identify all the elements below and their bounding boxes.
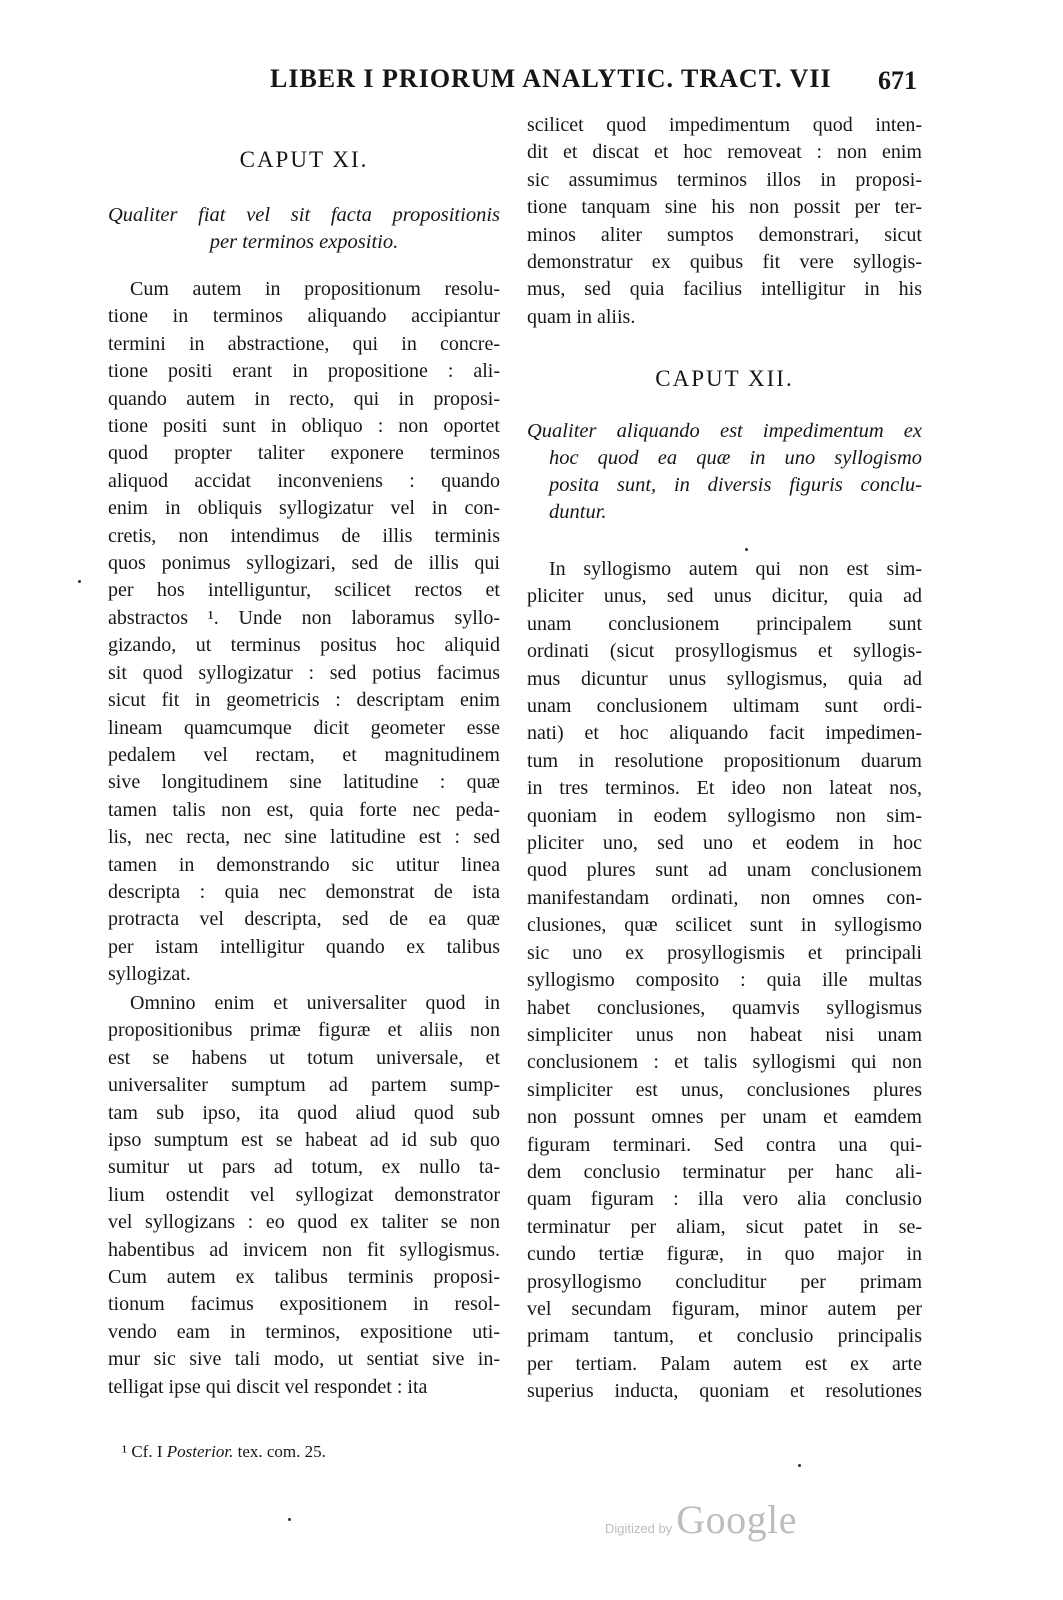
footnote-prefix: ¹ Cf. I [122,1442,167,1461]
text-line: propositionibus primæ figuræ et aliis non [108,1019,500,1042]
scan-speck [798,1464,801,1467]
text-line: unam conclusionem principalem sunt [527,612,922,635]
text-line: tione positi sunt in obliquo : non oportet [108,415,500,438]
text-line: demonstratur ex quibus fit vere syllogis- [527,251,922,274]
left-body-text-2 [108,990,500,1401]
text-line: cretis, non intendimus de illis terminis [108,524,500,547]
scan-speck [78,580,81,583]
text-line: protracta vel descripta, sed de ea quæ [108,908,500,931]
footnote [122,1442,326,1462]
text-line: tamen talis non est, quia forte nec peda- [108,798,500,821]
chapter-subtitle-xii [527,418,922,526]
text-line: aliquod accidat inconveniens : quando [108,469,500,492]
text-line: In syllogismo autem qui non est sim- [549,558,922,580]
text-line: syllogizat. [108,963,191,986]
chapter-heading-xi: CAPUT XI. [239,147,369,172]
text-line: dem conclusio terminatur per hanc ali- [527,1160,922,1183]
text-line: Cum autem ex talibus terminis proposi- [108,1266,500,1289]
chapter-subtitle-xi [108,202,500,256]
text-line: tione in terminos aliquando accipiantur [108,305,500,328]
text-line: lineam quamcumque dicit geometer esse [108,716,500,739]
text-line: termini in abstractione, qui in concre- [108,332,500,355]
text-line: habet conclusiones, quamvis syllogismus [527,996,922,1019]
text-line: quod plures sunt ad unam conclusionem [527,859,922,882]
text-line: tam sub ipso, ita quod aliud quod sub [108,1101,500,1124]
text-line: ordinati (sicut prosyllogismus et syllogis- [527,640,922,663]
text-line: non possunt omnes per unam et eamdem [527,1106,922,1129]
text-line: lis, nec recta, nec sine latitudine est : sed [108,826,500,849]
subtitle-line: Qualiter fiat vel sit facta propositionis [108,204,500,226]
text-line: cundo tertiæ figuræ, in quo major in [527,1243,922,1266]
text-line: vel secundam figuram, minor autem per [527,1297,922,1320]
text-line: conclusionem : et talis syllogismi qui non [527,1051,922,1074]
text-line: primam tantum, et conclusio principalis [527,1325,922,1348]
text-line: ipso sumptum est se habeat ad id sub quo [108,1129,500,1152]
text-line: quam in aliis. [527,305,636,328]
scan-speck [745,548,748,551]
text-line: telligat ipse qui discit vel respondet : ita [108,1375,428,1398]
text-line: enim in obliquis syllogizatur vel in con- [108,497,500,520]
text-line: quos ponimus syllogizari, sed de illis qui [108,552,500,575]
subtitle-line: hoc quod ea quæ in uno syllogismo [549,447,922,469]
text-line: nati) et hoc aliquando facit impedimen- [527,722,922,745]
text-line: terminatur per aliam, sicut patet in se- [527,1215,922,1238]
text-line: quoniam in eodem syllogismo non sim- [527,804,922,827]
chapter-heading-xii: CAPUT XII. [655,366,794,391]
text-line: quod propter taliter exponere terminos [108,442,500,465]
digitized-watermark [605,1496,797,1543]
text-line: clusiones, quæ scilicet sunt in syllogismo [527,914,922,937]
text-line: sic assumimus terminos illos in proposi- [527,168,922,191]
text-line: in tres terminos. Et ideo non lateat nos, [527,777,922,800]
text-line: quando autem in recto, qui in proposi- [108,387,500,410]
text-line: descripta : quia nec demonstrat de ista [108,880,500,903]
subtitle-line: per terminos expositio. [209,231,399,253]
right-top-text [527,112,922,331]
text-line: per hos intelliguntur, scilicet rectos et [108,579,500,602]
text-line: quam figuram : illa vero alia conclusio [527,1188,922,1211]
text-line: vel syllogizans : eo quod ex taliter se non [108,1211,500,1234]
text-line: gizando, ut terminus positus hoc aliquid [108,634,500,657]
text-line: sicut fit in geometricis : descriptam enim [108,689,500,712]
text-line: simpliciter est unus, conclusiones plures [527,1078,922,1101]
text-line: mus, sed quia facilius intelligitur in his [527,278,922,301]
footnote-ref: tex. com. 25. [233,1442,326,1461]
text-line: superius inducta, quoniam et resolutiones [527,1380,922,1403]
text-line: vendo eam in terminos, expositione uti- [108,1320,500,1343]
text-line: per tertiam. Palam autem est ex arte [527,1352,922,1375]
left-body-text [108,276,500,989]
text-line: syllogismo composito : quia ille multas [527,969,922,992]
text-line: tione tanquam sine his non possit per ter- [527,196,922,219]
text-line: universaliter sumptum ad partem sump- [108,1074,500,1097]
text-line: minos aliter sumptos demonstrari, sicut [527,223,922,246]
text-line: mus dicuntur unus syllogismus, quia ad [527,667,922,690]
text-line: abstractos ¹. Unde non laboramus syllo- [108,606,500,629]
text-line: scilicet quod impedimentum quod inten- [527,114,922,136]
subtitle-line: Qualiter aliquando est impedimentum ex [527,420,922,442]
text-line: figuram terminari. Sed contra una qui- [527,1133,922,1156]
text-line: tum in resolutione propositionum duarum [527,749,922,772]
text-line: tionum facimus expositionem in resol- [108,1293,500,1316]
text-line: per istam intelligitur quando ex talibus [108,935,500,958]
text-line: lium ostendit vel syllogizat demonstrator [108,1183,500,1206]
text-line: sive longitudinem sine latitudine : quæ [108,771,500,794]
text-line: tamen in demonstrando sic utitur linea [108,853,500,876]
text-line: pliciter uno, sed uno et eodem in hoc [527,832,922,855]
text-line: pedalem vel rectam, et magnitudinem [108,743,500,766]
text-line: Omnino enim et universaliter quod in [130,992,500,1014]
text-line: prosyllogismo concluditur per primam [527,1270,922,1293]
text-line: est se habens ut totum universale, et [108,1046,500,1069]
text-line: habentibus ad invicem non fit syllogismus. [108,1238,500,1261]
footnote-work: Posterior. [166,1442,234,1461]
watermark-prefix: Digitized by [605,1521,673,1536]
text-line: sic uno ex prosyllogismis et principali [527,941,922,964]
text-line: tione positi erant in propositione : ali- [108,360,500,383]
text-line: pliciter unus, sed unus dicitur, quia ad [527,585,922,608]
text-line: simpliciter unus non habeat nisi unam [527,1023,922,1046]
text-line: dit et discat et hoc removeat : non enim [527,141,922,164]
text-line: sumitur ut pars ad totum, ex nullo ta- [108,1156,500,1179]
text-line: mur sic sive tali modo, ut sentiat sive in- [108,1348,500,1371]
subtitle-line: posita sunt, in diversis figuris conclu- [549,474,922,496]
google-logo: Google [676,1497,797,1542]
running-head: LIBER I PRIORUM ANALYTIC. TRACT. VII [270,64,832,93]
page-number: 671 [878,66,917,95]
scan-speck [288,1518,291,1521]
text-line: sit quod syllogizatur : sed potius facimus [108,661,500,684]
text-line: Cum autem in propositionum resolu- [130,278,500,300]
text-line: manifestandam ordinati, non omnes con- [527,886,922,909]
text-line: unam conclusionem ultimam sunt ordi- [527,695,922,718]
subtitle-line: duntur. [549,501,607,523]
right-body-text [527,556,922,1406]
